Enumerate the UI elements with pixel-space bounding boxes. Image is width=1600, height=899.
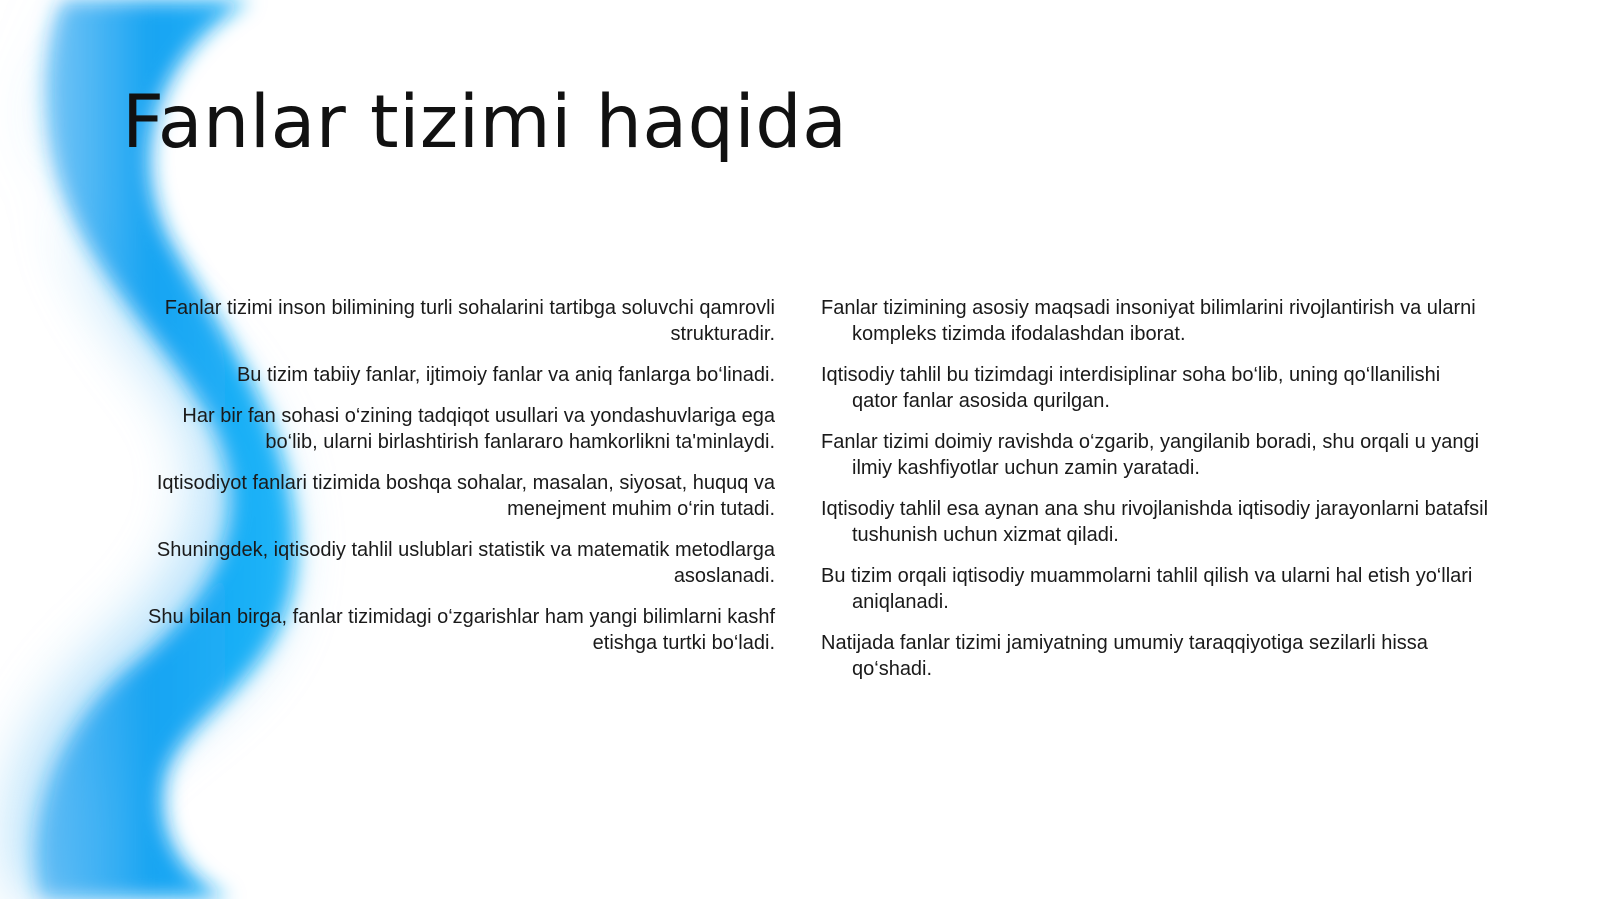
right-paragraph: Fanlar tizimi doimiy ravishda o‘zgarib, yangilanib boradi, shu orqali u yangi ilmiy kashfiyotlar uchun zamin yaratadi. xyxy=(821,431,1480,479)
right-paragraph: Fanlar tizimining asosiy maqsadi insoniyat bilimlarini rivojlantirish va ularni kompleks tizimda ifodalashdan iborat. xyxy=(821,297,1476,345)
left-paragraph: Iqtisodiyot fanlari tizimida boshqa sohalar, masalan, siyosat, huquq va menejment muhim o‘rin tutadi. xyxy=(156,472,775,520)
right-paragraph: Natijada fanlar tizimi jamiyatning umumiy taraqqiyotiga sezilarli hissa qo‘shadi. xyxy=(821,632,1428,680)
slide-title: Fanlar tizimi haqida xyxy=(122,80,848,165)
left-paragraph: Shuningdek, iqtisodiy tahlil uslublari statistik va matematik metodlarga asoslanadi. xyxy=(156,539,775,587)
left-paragraph: Shu bilan birga, fanlar tizimidagi o‘zgarishlar ham yangi bilimlarni kashf etishga turtki bo‘ladi. xyxy=(148,606,775,654)
right-paragraph: Bu tizim orqali iqtisodiy muammolarni tahlil qilish va ularni hal etish yo‘llari aniqlanadi. xyxy=(821,565,1473,613)
right-text-column xyxy=(821,295,1491,697)
left-paragraph: Bu tizim tabiiy fanlar, ijtimoiy fanlar va aniq fanlarga bo‘linadi. xyxy=(236,364,775,386)
left-paragraph: Fanlar tizimi inson bilimining turli sohalarini tartibga soluvchi qamrovli strukturadir. xyxy=(164,297,775,345)
right-paragraph: Iqtisodiy tahlil bu tizimdagi interdisiplinar soha bo‘lib, uning qo‘llanilishi qator fanlar asosida qurilgan. xyxy=(821,364,1441,412)
right-paragraph: Iqtisodiy tahlil esa aynan ana shu rivojlanishda iqtisodiy jarayonlarni batafsil tushunish uchun xizmat qiladi. xyxy=(821,498,1489,546)
left-paragraph: Har bir fan sohasi o‘zining tadqiqot usullari va yondashuvlariga ega bo‘lib, ularni birlashtirish fanlararo hamkorlikni ta'minlaydi. xyxy=(182,405,775,453)
left-text-column xyxy=(135,295,775,671)
